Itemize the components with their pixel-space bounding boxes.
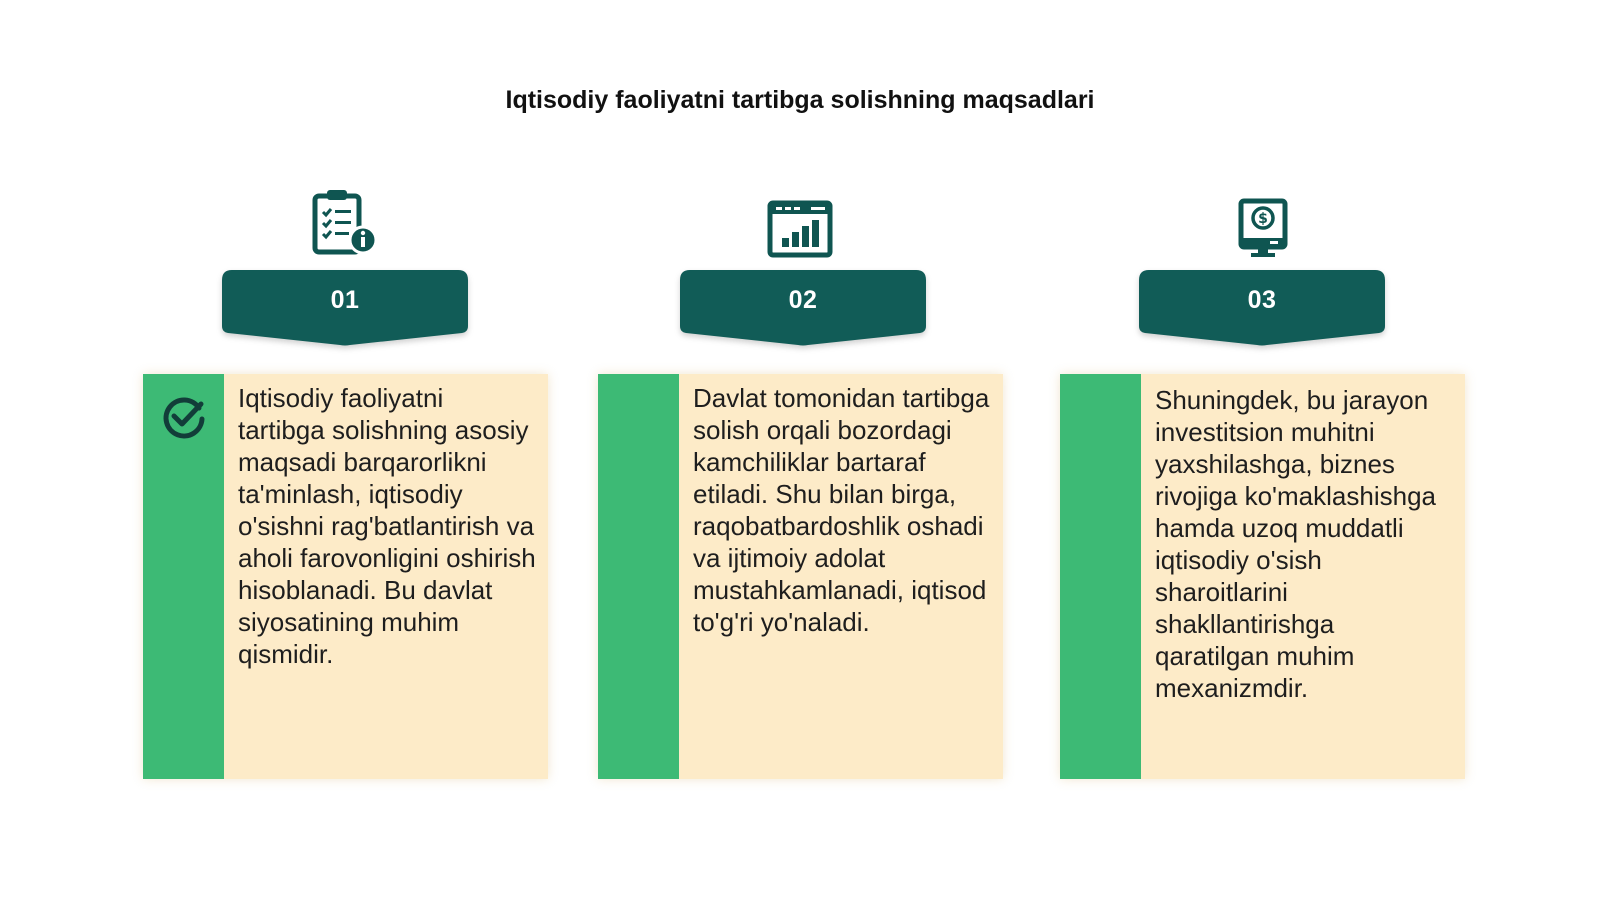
clipboard-checklist-info-icon (312, 188, 380, 256)
step-badge-03 (1139, 270, 1385, 346)
step-badge-02 (680, 270, 926, 346)
svg-text:$: $ (1258, 211, 1268, 227)
monitor-dollar-icon (1238, 198, 1288, 258)
info-card-01 (143, 374, 548, 779)
step-number: 03 (1247, 286, 1277, 314)
card-text-panel (1141, 374, 1465, 779)
page-title: Iqtisodiy faoliyatni tartibga solishning maqsadlari (505, 86, 1095, 114)
card-text-panel (224, 374, 548, 779)
card-text-panel (679, 374, 1003, 779)
browser-bar-chart-icon (767, 200, 833, 258)
card-text: Shuningdek, bu jarayon investitsion muhitni yaxshilashga, biznes rivojiga ko'maklashishga hamda uzoq muddatli iqtisodiy o'sish sharoitlarini shakllantirishga qaratilgan muhim mexanizmdir. (1155, 385, 1436, 703)
card-text: Iqtisodiy faoliyatni tartibga solishning asosiy maqsadi barqarorlikni ta'minlash, iqtisodiy o'sishni rag'batlantirish va aholi farovonligini oshirish hisoblanadi. Bu davlat siyosatining muhim qismidir. (238, 383, 536, 669)
check-circle-icon (161, 394, 207, 445)
info-card-02 (598, 374, 1003, 779)
card-accent-panel (1060, 374, 1141, 779)
step-number: 02 (788, 286, 818, 314)
info-card-03 (1060, 374, 1465, 779)
card-accent-panel (143, 374, 224, 779)
step-number: 01 (330, 286, 360, 314)
step-badge-01 (222, 270, 468, 346)
card-accent-panel (598, 374, 679, 779)
card-text: Davlat tomonidan tartibga solish orqali bozordagi kamchiliklar bartaraf etiladi. Shu bilan birga, raqobatbardoshlik oshadi va ijtimoiy adolat mustahkamlanadi, iqtisod to'g'ri yo'naladi. (693, 383, 990, 637)
